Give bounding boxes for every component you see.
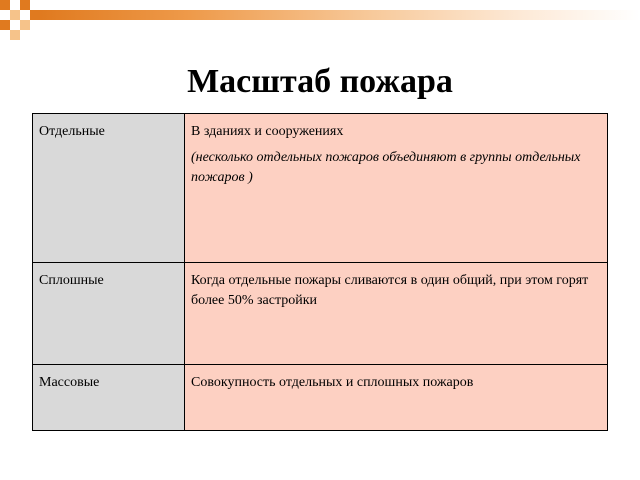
row-label: Массовые <box>33 364 185 430</box>
table-row <box>33 114 608 263</box>
row-label: Сплошные <box>33 262 185 364</box>
description-text: Совокупность отдельных и сплошных пожаров <box>191 374 474 390</box>
description-text: Когда отдельные пожары сливаются в один общий, при этом горят более 50% застройки <box>191 272 589 308</box>
description-text: В зданиях и сооружениях <box>191 124 344 139</box>
row-description <box>185 364 608 430</box>
table-row <box>33 364 608 430</box>
row-label: Отдельные <box>33 114 185 263</box>
table-row <box>33 262 608 364</box>
decor-square <box>0 20 10 30</box>
decor-square <box>30 10 40 20</box>
decor-square <box>20 20 30 30</box>
decor-square <box>0 0 10 10</box>
decor-square <box>10 10 20 20</box>
decor-square <box>10 30 20 40</box>
page-title: Масштаб пожара <box>187 63 453 100</box>
description-note: (несколько отдельных пожаров объединяют в группы отдельных пожаров ) <box>191 150 581 185</box>
decor-square <box>20 0 30 10</box>
header-gradient-bar <box>40 10 640 20</box>
fire-scale-table <box>32 113 608 431</box>
header-decoration <box>0 0 640 40</box>
row-description <box>185 114 608 263</box>
row-description <box>185 262 608 364</box>
